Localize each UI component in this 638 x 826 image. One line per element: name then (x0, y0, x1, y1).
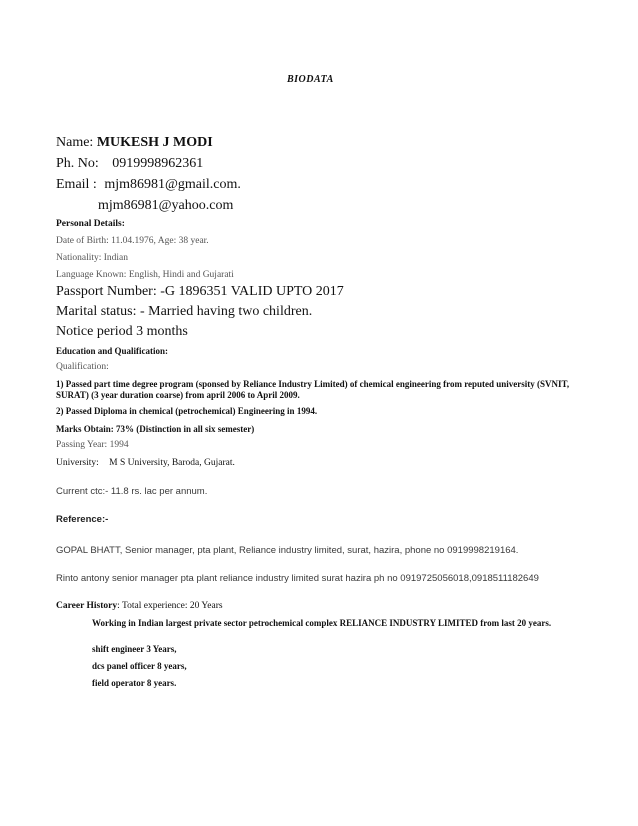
reference-heading: Reference:- (56, 514, 109, 525)
career-total-experience: : Total experience: 20 Years (117, 601, 223, 611)
dob-line: Date of Birth: 11.04.1976, Age: 38 year. (56, 236, 209, 246)
qualification-item-1: 1) Passed part time degree program (sponsed by Reliance Industry Limited) of chemical engineering from reputed university (SVNIT, SURAT) (3 year duration coarse) from april 2006 to April 2009. (56, 379, 570, 400)
passing-year-line: Passing Year: 1994 (56, 440, 129, 450)
university-label: University: (56, 458, 99, 468)
career-history-heading: Career History (56, 601, 118, 611)
phone-value: 0919998962361 (112, 156, 204, 171)
email-line (56, 177, 241, 193)
qualification-item-2: 2) Passed Diploma in chemical (petrochemical) Engineering in 1994. (56, 406, 318, 416)
email-value-1: mjm86981@gmail.com. (104, 177, 241, 192)
nationality-line: Nationality: Indian (56, 253, 129, 263)
notice-line: Notice period 3 months (56, 324, 188, 339)
language-line: Language Known: English, Hindi and Gujarati (56, 270, 234, 280)
career-item: field operator 8 years. (92, 678, 177, 688)
phone-label: Ph. No: (56, 156, 99, 171)
marks-line: Marks Obtain: 73% (Distinction in all six semester) (56, 424, 255, 434)
phone-line (56, 156, 203, 172)
university-line (56, 458, 235, 468)
reference-2: Rinto antony senior manager pta plant reliance industry limited surat hazira ph no 0919725056018,0918511182649 (56, 573, 539, 584)
career-item: dcs panel officer 8 years, (92, 661, 187, 671)
name-line (56, 135, 213, 151)
career-item: shift engineer 3 Years, (92, 644, 177, 654)
career-item: Working in Indian largest private sector petrochemical complex RELIANCE INDUSTRY LIMITED from last 20 years. (92, 618, 552, 628)
university-value: M S University, Baroda, Gujarat. (109, 458, 235, 468)
education-heading: Education and Qualification: (56, 346, 169, 356)
reference-1: GOPAL BHATT, Senior manager, pta plant, Reliance industry limited, surat, hazira, phone no 0919998219164. (56, 545, 519, 556)
career-history-line (56, 601, 223, 611)
document-title: BIODATA (287, 74, 334, 85)
current-ctc-line: Current ctc:- 11.8 rs. lac per annum. (56, 486, 208, 497)
name-value: MUKESH J MODI (96, 135, 213, 150)
passport-line: Passport Number: -G 1896351 VALID UPTO 2017 (56, 284, 344, 299)
email-value-2: mjm86981@yahoo.com (98, 198, 234, 213)
email-label: Email : (56, 177, 97, 192)
name-label: Name: (56, 135, 94, 150)
personal-details-heading: Personal Details: (56, 219, 125, 229)
qualification-label: Qualification: (56, 362, 109, 372)
marital-line: Marital status: - Married having two children. (56, 304, 313, 319)
